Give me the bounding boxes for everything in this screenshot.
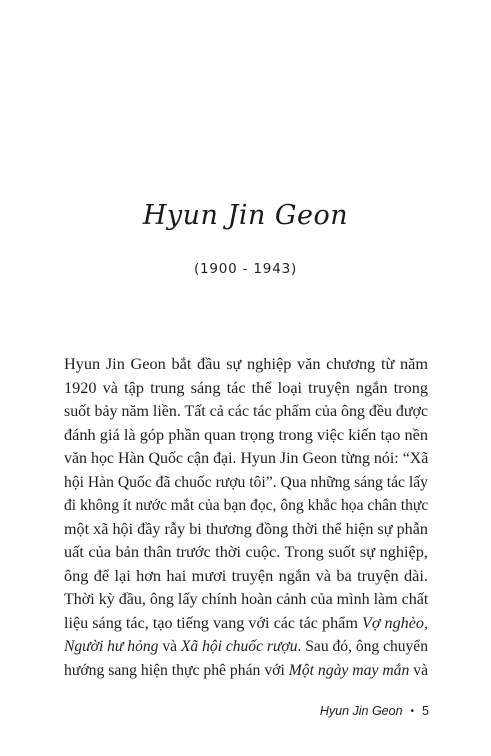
paragraph-line: [64, 564, 428, 588]
text-run: đi không ít nước mắt của bạn đọc, ông khắc họa chân thực: [64, 495, 429, 514]
paragraph-line: [64, 470, 428, 494]
footer-separator: •: [410, 706, 415, 717]
text-run: Thời kỳ đầu, ông lấy chính hoàn cảnh của mình làm chất: [64, 589, 429, 608]
chapter-title: Hyun Jin Geon: [142, 200, 349, 231]
paragraph-line: [64, 423, 428, 447]
paragraph-line: [64, 446, 428, 470]
paragraph-line: [64, 399, 428, 423]
paragraph-line: [64, 611, 428, 635]
text-run: suốt bảy năm liền. Tất cả các tác phẩm của ông đều được: [64, 401, 429, 420]
text-run: . Sau đó, ông chuyển: [297, 636, 428, 655]
paragraph-line: [64, 376, 428, 400]
text-run: uất của bản thân trước thời cuộc. Trong suốt sự nghiệp,: [64, 542, 428, 561]
text-run: 1920 và tập trung sáng tác thể loại truyện ngắn trong: [64, 377, 428, 397]
text-run: và: [409, 659, 429, 679]
text-run: ông để lại hơn hai mươi truyện ngắn và ba truyện dài.: [64, 565, 428, 585]
page-number: 5: [422, 704, 429, 718]
paragraph-line: [64, 634, 428, 658]
paragraph-line: [64, 493, 428, 517]
paragraph-line: [64, 587, 428, 611]
work-title: Vợ nghèo,: [361, 612, 428, 632]
paragraph-line: [64, 658, 428, 682]
text-run: liệu sáng tác, tạo tiếng vang với các tác phẩm: [64, 612, 362, 632]
text-run: hướng sang hiện thực phê phán với: [64, 659, 289, 679]
text-run: và: [158, 636, 181, 655]
paragraph-line: [64, 540, 428, 564]
work-title: Người hư hỏng: [64, 636, 159, 655]
text-run: hội Hàn Quốc đã chuốc rượu tôi”. Qua những sáng tác lấy: [64, 471, 428, 491]
text-run: đánh giá là góp phần quan trọng trong việc kiến tạo nền: [64, 424, 428, 444]
page-footer: [320, 704, 429, 718]
paragraph-line: [64, 352, 428, 376]
text-run: một xã hội đầy rẫy bi thương đồng thời thể hiện sự phẫn: [64, 518, 428, 538]
text-run: Hyun Jin Geon bắt đầu sự nghiệp văn chương từ năm: [64, 354, 428, 373]
text-run: văn học Hàn Quốc cận đại. Hyun Jin Geon từng nói: “Xã: [64, 448, 429, 467]
work-title: Xã hội chuốc rượu: [180, 636, 298, 655]
author-years: (1900 - 1943): [193, 261, 298, 277]
biography-paragraph: [64, 352, 428, 681]
running-head: Hyun Jin Geon: [319, 704, 403, 718]
work-title: Một ngày may mắn: [288, 659, 410, 679]
paragraph-line: [64, 517, 428, 541]
